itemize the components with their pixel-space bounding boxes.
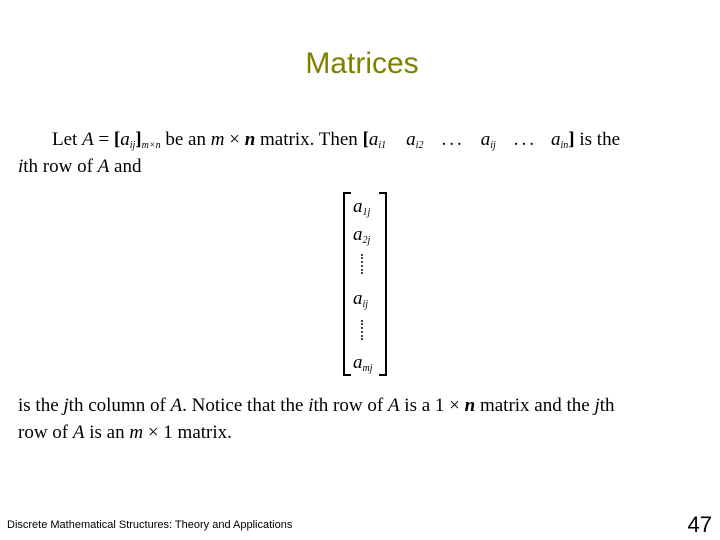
symbol-a: a bbox=[551, 129, 561, 150]
subscript-ij: ij bbox=[490, 140, 496, 151]
slide-title: Matrices bbox=[305, 47, 419, 80]
symbol-A: A bbox=[72, 422, 85, 443]
symbol-A: A bbox=[387, 395, 400, 416]
column-bracket-right bbox=[379, 192, 387, 376]
text-is-an: is an bbox=[84, 422, 130, 443]
symbol-A: A bbox=[82, 129, 94, 150]
symbol-j: j bbox=[594, 395, 600, 416]
text-line-2 bbox=[18, 155, 141, 179]
column-bracket-left bbox=[343, 192, 351, 376]
page-number: 47 bbox=[687, 512, 712, 537]
subscript-i1: i1 bbox=[378, 140, 387, 151]
symbol-m: m bbox=[129, 422, 144, 443]
symbol-a: a bbox=[368, 129, 379, 150]
bracket-right: ] bbox=[135, 129, 142, 150]
ellipsis: ... bbox=[513, 129, 538, 150]
text-th-column-of: th column of bbox=[68, 395, 171, 416]
symbol-m: m bbox=[210, 129, 225, 150]
slide-footer: Discrete Mathematical Structures: Theory and Applications bbox=[7, 519, 293, 531]
ellipsis: ... bbox=[441, 129, 465, 150]
symbol-A: A bbox=[97, 156, 110, 177]
column-entry-i: $a_{ij}$ bbox=[353, 288, 369, 310]
symbol-a: a bbox=[480, 129, 491, 150]
symbol-j: j bbox=[63, 395, 69, 416]
subscript-ij: ij bbox=[129, 140, 136, 151]
text-and: and bbox=[109, 156, 142, 177]
symbol-i: i bbox=[308, 395, 314, 416]
text-times: × bbox=[224, 129, 245, 150]
text-row-of: row of bbox=[18, 422, 73, 443]
text-let: Let bbox=[52, 129, 83, 150]
text-is-the: is the bbox=[18, 395, 64, 416]
text-th-row-of: th row of bbox=[23, 156, 98, 177]
row-bracket-left: [ bbox=[362, 129, 369, 150]
text-is-a: is a 1 × bbox=[399, 395, 465, 416]
text-matrix-end: × 1 matrix. bbox=[143, 422, 232, 443]
vertical-ellipsis bbox=[361, 254, 367, 274]
symbol-n: n bbox=[464, 395, 476, 416]
text-is-the: is the bbox=[574, 129, 621, 150]
text-matrix-and: matrix and the bbox=[475, 395, 595, 416]
subscript-i2: i2 bbox=[415, 140, 424, 151]
bracket-left: [ bbox=[113, 129, 121, 150]
symbol-a: a bbox=[406, 129, 416, 150]
text-notice: . Notice that the bbox=[182, 395, 309, 416]
subscript-mxn: m×n bbox=[141, 140, 161, 151]
text-line-4 bbox=[18, 421, 232, 445]
text-line-3 bbox=[18, 394, 615, 418]
subscript-in: in bbox=[560, 140, 569, 151]
text-line-1 bbox=[52, 128, 620, 158]
symbol-A: A bbox=[170, 395, 183, 416]
column-entry-1: $a_{1j}$ bbox=[353, 196, 371, 218]
column-vector bbox=[343, 192, 387, 376]
vertical-ellipsis bbox=[361, 320, 367, 340]
text-matrix-then: matrix. Then bbox=[255, 129, 363, 150]
column-entry-m: $a_{mj}$ bbox=[353, 352, 373, 374]
text-equals: = bbox=[93, 129, 114, 150]
symbol-a: a bbox=[120, 129, 130, 150]
column-entry-2: $a_{2j}$ bbox=[353, 224, 371, 246]
symbol-i: i bbox=[18, 156, 24, 177]
symbol-n: n bbox=[244, 129, 256, 150]
text-th-row-of: th row of bbox=[313, 395, 388, 416]
row-bracket-right: ] bbox=[568, 129, 575, 150]
text-th: th bbox=[599, 395, 615, 416]
text-be-an: be an bbox=[160, 129, 211, 150]
